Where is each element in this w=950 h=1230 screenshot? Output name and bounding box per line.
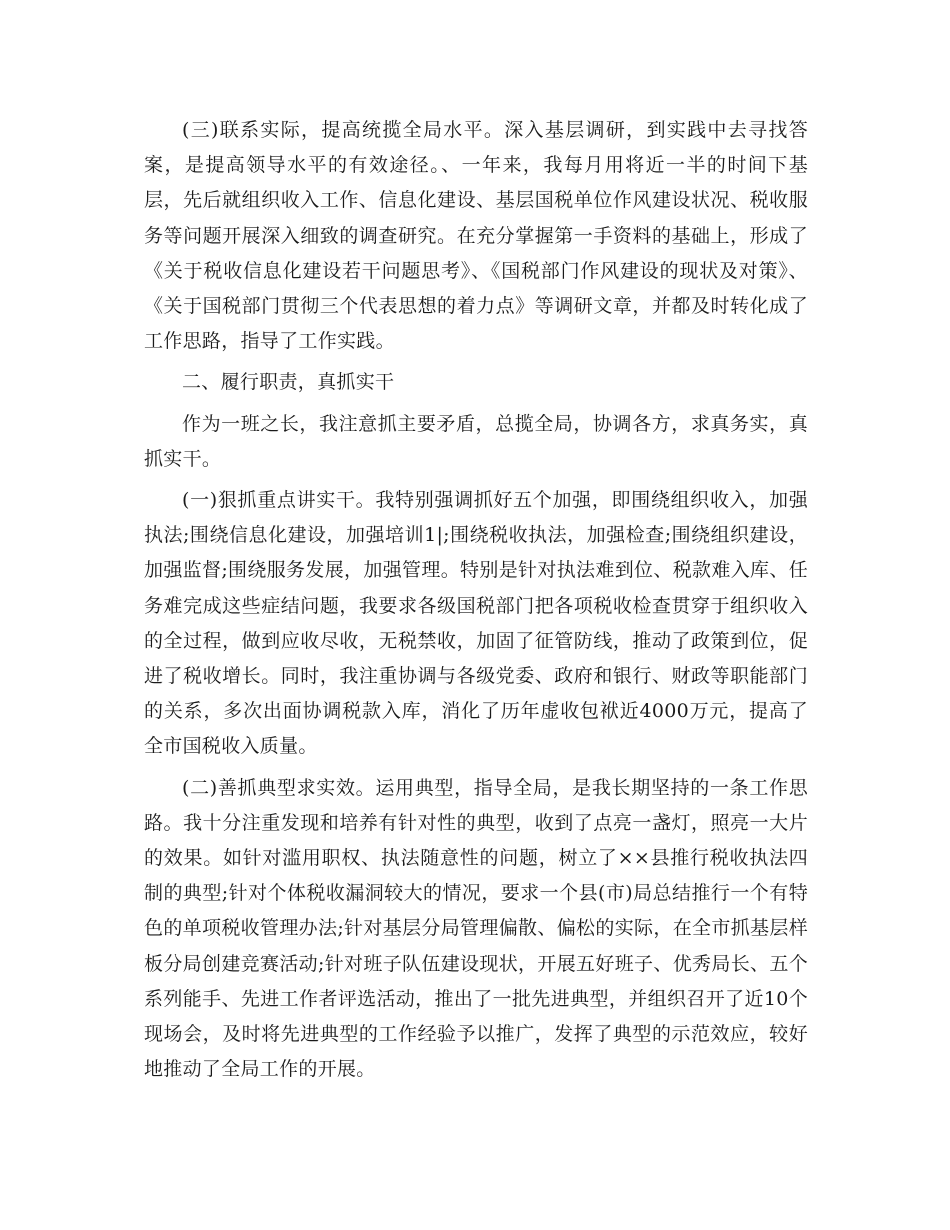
paragraph-key-points: (一)狠抓重点讲实干。我特别强调抓好五个加强，即围绕组织收入，加强执法;围绕信息化建设，加强培训1|;围绕税收执法，加强检查;围绕组织建设，加强监督;围绕服务发展，加强管理。特别是针对执法难到位、税款难入库、任务难完成这些症结问题，我要求各级国税部门把各项税收检查贯穿于组织收入的全过程，做到应收尽收，无税禁收，加固了征管防线，推动了政策到位，促进了税收增长。同时，我注重协调与各级党委、政府和银行、财政等职能部门的关系，多次出面协调税款入库，消化了历年虚收包袱近4000万元，提高了全市国税收入质量。 bbox=[144, 489, 808, 758]
paragraph-research: (三)联系实际，提高统揽全局水平。深入基层调研，到实践中去寻找答案，是提高领导水平的有效途径。、一年来，我每月用将近一半的时间下基层，先后就组织收入工作、信息化建设、基层国税单位作风建设状况、税收服务等问题开展深入细致的调查研究。在充分掌握第一手资料的基础上，形成了《关于税收信息化建设若干问题思考》、《国税部门作风建设的现状及对策》、《关于国税部门贯彻三个代表思想的着力点》等调研文章，并都及时转化成了工作思路，指导了工作实践。 bbox=[144, 119, 808, 353]
paragraph-typical-models: (二)善抓典型求实效。运用典型，指导全局，是我长期坚持的一条工作思路。我十分注重发现和培养有针对性的典型，收到了点亮一盏灯，照亮一大片的效果。如针对滥用职权、执法随意性的问题，树立了××县推行税收执法四制的典型;针对个体税收漏洞较大的情况，要求一个县(市)局总结推行一个有特色的单项税收管理办法;针对基层分局管理偏散、偏松的实际，在全市抓基层样板分局创建竞赛活动;针对班子队伍建设现状，开展五好班子、优秀局长、五个系列能手、先进工作者评选活动，推出了一批先进典型，并组织召开了近10个现场会，及时将先进典型的工作经验予以推广，发挥了典型的示范效应，较好地推动了全局工作的开展。 bbox=[144, 776, 808, 1081]
section-heading-duties: 二、履行职责，真抓实干 bbox=[182, 371, 395, 394]
document-body bbox=[144, 113, 808, 1093]
paragraph-intro-duties: 作为一班之长，我注意抓主要矛盾，总揽全局，协调各方，求真务实，真抓实干。 bbox=[144, 412, 808, 470]
